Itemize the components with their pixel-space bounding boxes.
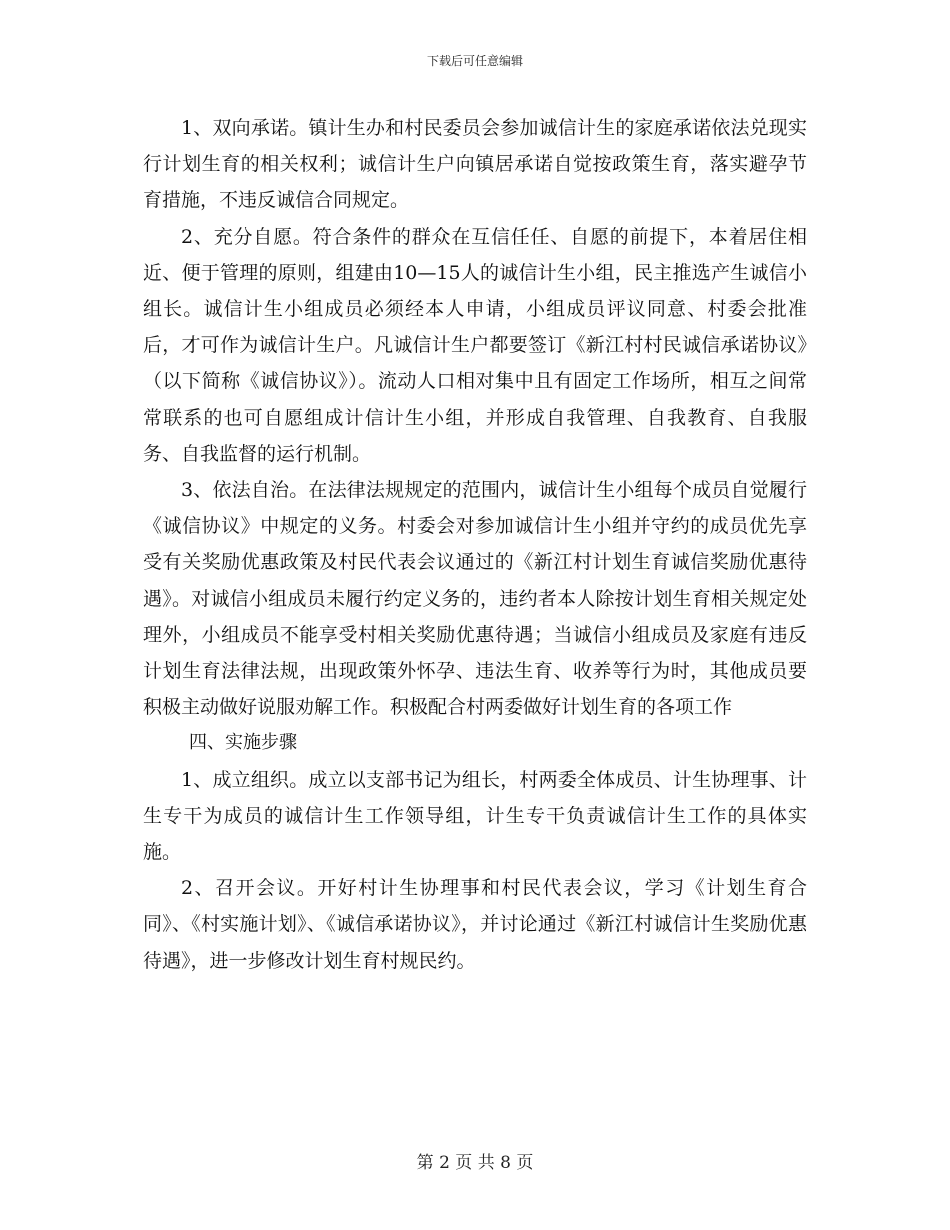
paragraph-mutual-commitment: 1、双向承诺。镇计生办和村民委员会参加诚信计生的家庭承诺依法兑现实行计划生育的相关权利；诚信计生户向镇居承诺自觉按政策生育，落实避孕节育措施，不违反诚信合同规定。 [143, 117, 807, 212]
paragraph-hold-meetings: 2、召开会议。开好村计生协理事和村民代表会议，学习《计划生育合同》、《村实施计划》、《诚信承诺协议》，并讨论通过《新江村诚信计生奖励优惠待遇》，进一步修改计划生育村规民约。 [143, 877, 807, 972]
page-number-footer: 第 2 页 共 8 页 [416, 1153, 534, 1173]
section-heading-implementation-steps: 四、实施步骤 [189, 732, 297, 754]
page-header-note: 下载后可任意编辑 [426, 54, 523, 68]
paragraph-full-voluntary: 2、充分自愿。符合条件的群众在互信任任、自愿的前提下，本着居住相近、便于管理的原则，组建由10—15人的诚信计生小组，民主推选产生诚信小组长。诚信计生小组成员必须经本人申请，小组成员评议同意、村委会批准后，才可作为诚信计生户。凡诚信计生户都要签订《新江村村民诚信承诺协议》（以下简称《诚信协议》）。流动人口相对集中且有固定工作场所，相互之间常常联系的也可自愿组成计信计生小组，并形成自我管理、自我教育、自我服务、自我监督的运行机制。 [143, 225, 807, 465]
paragraph-establish-organization: 1、成立组织。成立以支部书记为组长，村两委全体成员、计生协理事、计生专干为成员的诚信计生工作领导组，计生专干负责诚信计生工作的具体实施。 [143, 768, 807, 864]
paragraph-lawful-autonomy: 3、依法自治。在法律法规规定的范围内，诚信计生小组每个成员自觉履行《诚信协议》中规定的义务。村委会对参加诚信计生小组并守约的成员优先享受有关奖励优惠政策及村民代表会议通过的《新江村计划生育诚信奖励优惠待遇》。对诚信小组成员未履行约定义务的，违约者本人除按计划生育相关规定处理外，小组成员不能享受村相关奖励优惠待遇；当诚信小组成员及家庭有违反计划生育法律法规，出现政策外怀孕、违法生育、收养等行为时，其他成员要积极主动做好说服劝解工作。积极配合村两委做好计划生育的各项工作 [143, 479, 807, 719]
document-body [143, 110, 807, 979]
